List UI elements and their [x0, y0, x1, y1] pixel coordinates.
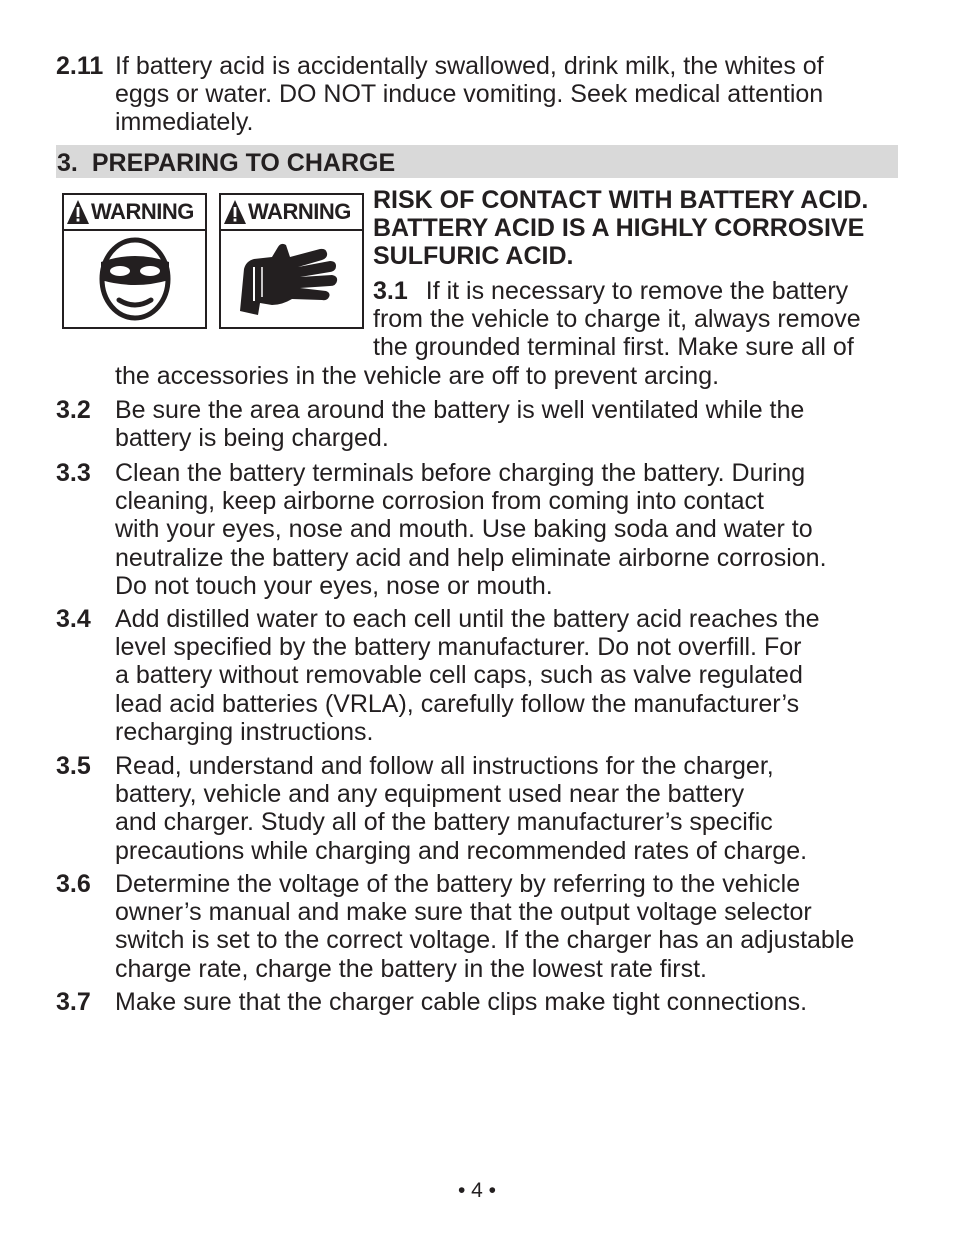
item-3-6	[56, 870, 901, 983]
item-line: a battery without removable cell caps, such as valve regulated	[115, 661, 803, 690]
item-line: level specified by the battery manufacturer. Do not overfill. For	[115, 633, 802, 662]
item-2-11	[56, 52, 901, 137]
item-line: Determine the voltage of the battery by referring to the vehicle	[115, 870, 801, 898]
risk-statement	[373, 186, 913, 270]
item-3-4	[56, 605, 901, 746]
section-header	[56, 145, 898, 178]
item-line: Be sure the area around the battery is well ventilated while the	[115, 396, 805, 424]
warning-header	[64, 195, 205, 231]
item-line: switch is set to the correct voltage. If the charger has an adjustable	[115, 926, 855, 955]
warning-box-glove	[219, 193, 364, 329]
warning-triangle-icon	[223, 199, 247, 225]
warning-label: WARNING	[248, 199, 351, 224]
item-3-3	[56, 459, 901, 600]
item-line: Read, understand and follow all instructions for the charger,	[115, 752, 774, 780]
item-line: lead acid batteries (VRLA), carefully follow the manufacturer’s	[115, 689, 800, 718]
item-line: recharging instructions.	[115, 717, 374, 746]
warning-header	[221, 195, 362, 231]
item-line: neutralize the battery acid and help eliminate airborne corrosion.	[115, 543, 827, 572]
item-number: 3.5	[56, 752, 91, 780]
item-line: Do not touch your eyes, nose or mouth.	[115, 571, 553, 600]
item-3-7	[56, 988, 901, 1016]
item-line: eggs or water. DO NOT induce vomiting. Seek medical attention	[115, 80, 824, 109]
warning-triangle-icon	[66, 199, 90, 225]
item-number: 3.3	[56, 459, 91, 487]
item-line: with your eyes, nose and mouth. Use baking soda and water to	[115, 515, 813, 544]
item-line: immediately.	[115, 108, 254, 137]
item-number: 3.6	[56, 870, 91, 898]
item-line: Clean the battery terminals before charging the battery. During	[115, 459, 806, 487]
item-number: 2.11	[56, 52, 104, 80]
item-3-2	[56, 396, 901, 452]
item-line: and charger. Study all of the battery manufacturer’s specific	[115, 808, 773, 837]
item-3-5	[56, 752, 901, 865]
protective-glove-icon	[232, 239, 352, 319]
item-line: If battery acid is accidentally swallowed, drink milk, the whites of	[115, 52, 824, 80]
item-3-1-continuation: the accessories in the vehicle are off to prevent arcing.	[115, 362, 720, 390]
page-number: • 4 •	[457, 1179, 497, 1202]
item-number: 3.2	[56, 396, 91, 424]
risk-line: BATTERY ACID IS A HIGHLY CORROSIVE	[373, 214, 865, 242]
item-number: 3.4	[56, 605, 91, 633]
section-title: PREPARING TO CHARGE	[91, 149, 396, 177]
item-line: from the vehicle to charge it, always remove	[373, 305, 861, 334]
item-line: Add distilled water to each cell until the battery acid reaches the	[115, 605, 820, 633]
item-number: 3.7	[56, 988, 91, 1016]
warning-label: WARNING	[91, 199, 194, 224]
item-line: battery is being charged.	[115, 424, 389, 453]
item-line: cleaning, keep airborne corrosion from coming into contact	[115, 487, 764, 516]
item-line: battery, vehicle and any equipment used near the battery	[115, 780, 745, 809]
item-line: precautions while charging and recommended rates of charge.	[115, 836, 808, 865]
item-line: If it is necessary to remove the battery	[425, 277, 849, 305]
item-line: Make sure that the charger cable clips make tight connections.	[115, 988, 808, 1016]
item-number: 3.1	[373, 277, 408, 305]
warning-box-goggles	[62, 193, 207, 329]
item-line: owner’s manual and make sure that the output voltage selector	[115, 898, 812, 927]
item-line: the grounded terminal first. Make sure all of	[373, 333, 854, 362]
risk-line: SULFURIC ACID.	[373, 242, 574, 270]
section-number: 3.	[57, 149, 78, 177]
item-3-1	[373, 277, 861, 362]
risk-line: RISK OF CONTACT WITH BATTERY ACID.	[373, 186, 869, 214]
item-line: charge rate, charge the battery in the lowest rate first.	[115, 954, 707, 983]
safety-goggles-icon	[95, 236, 175, 322]
